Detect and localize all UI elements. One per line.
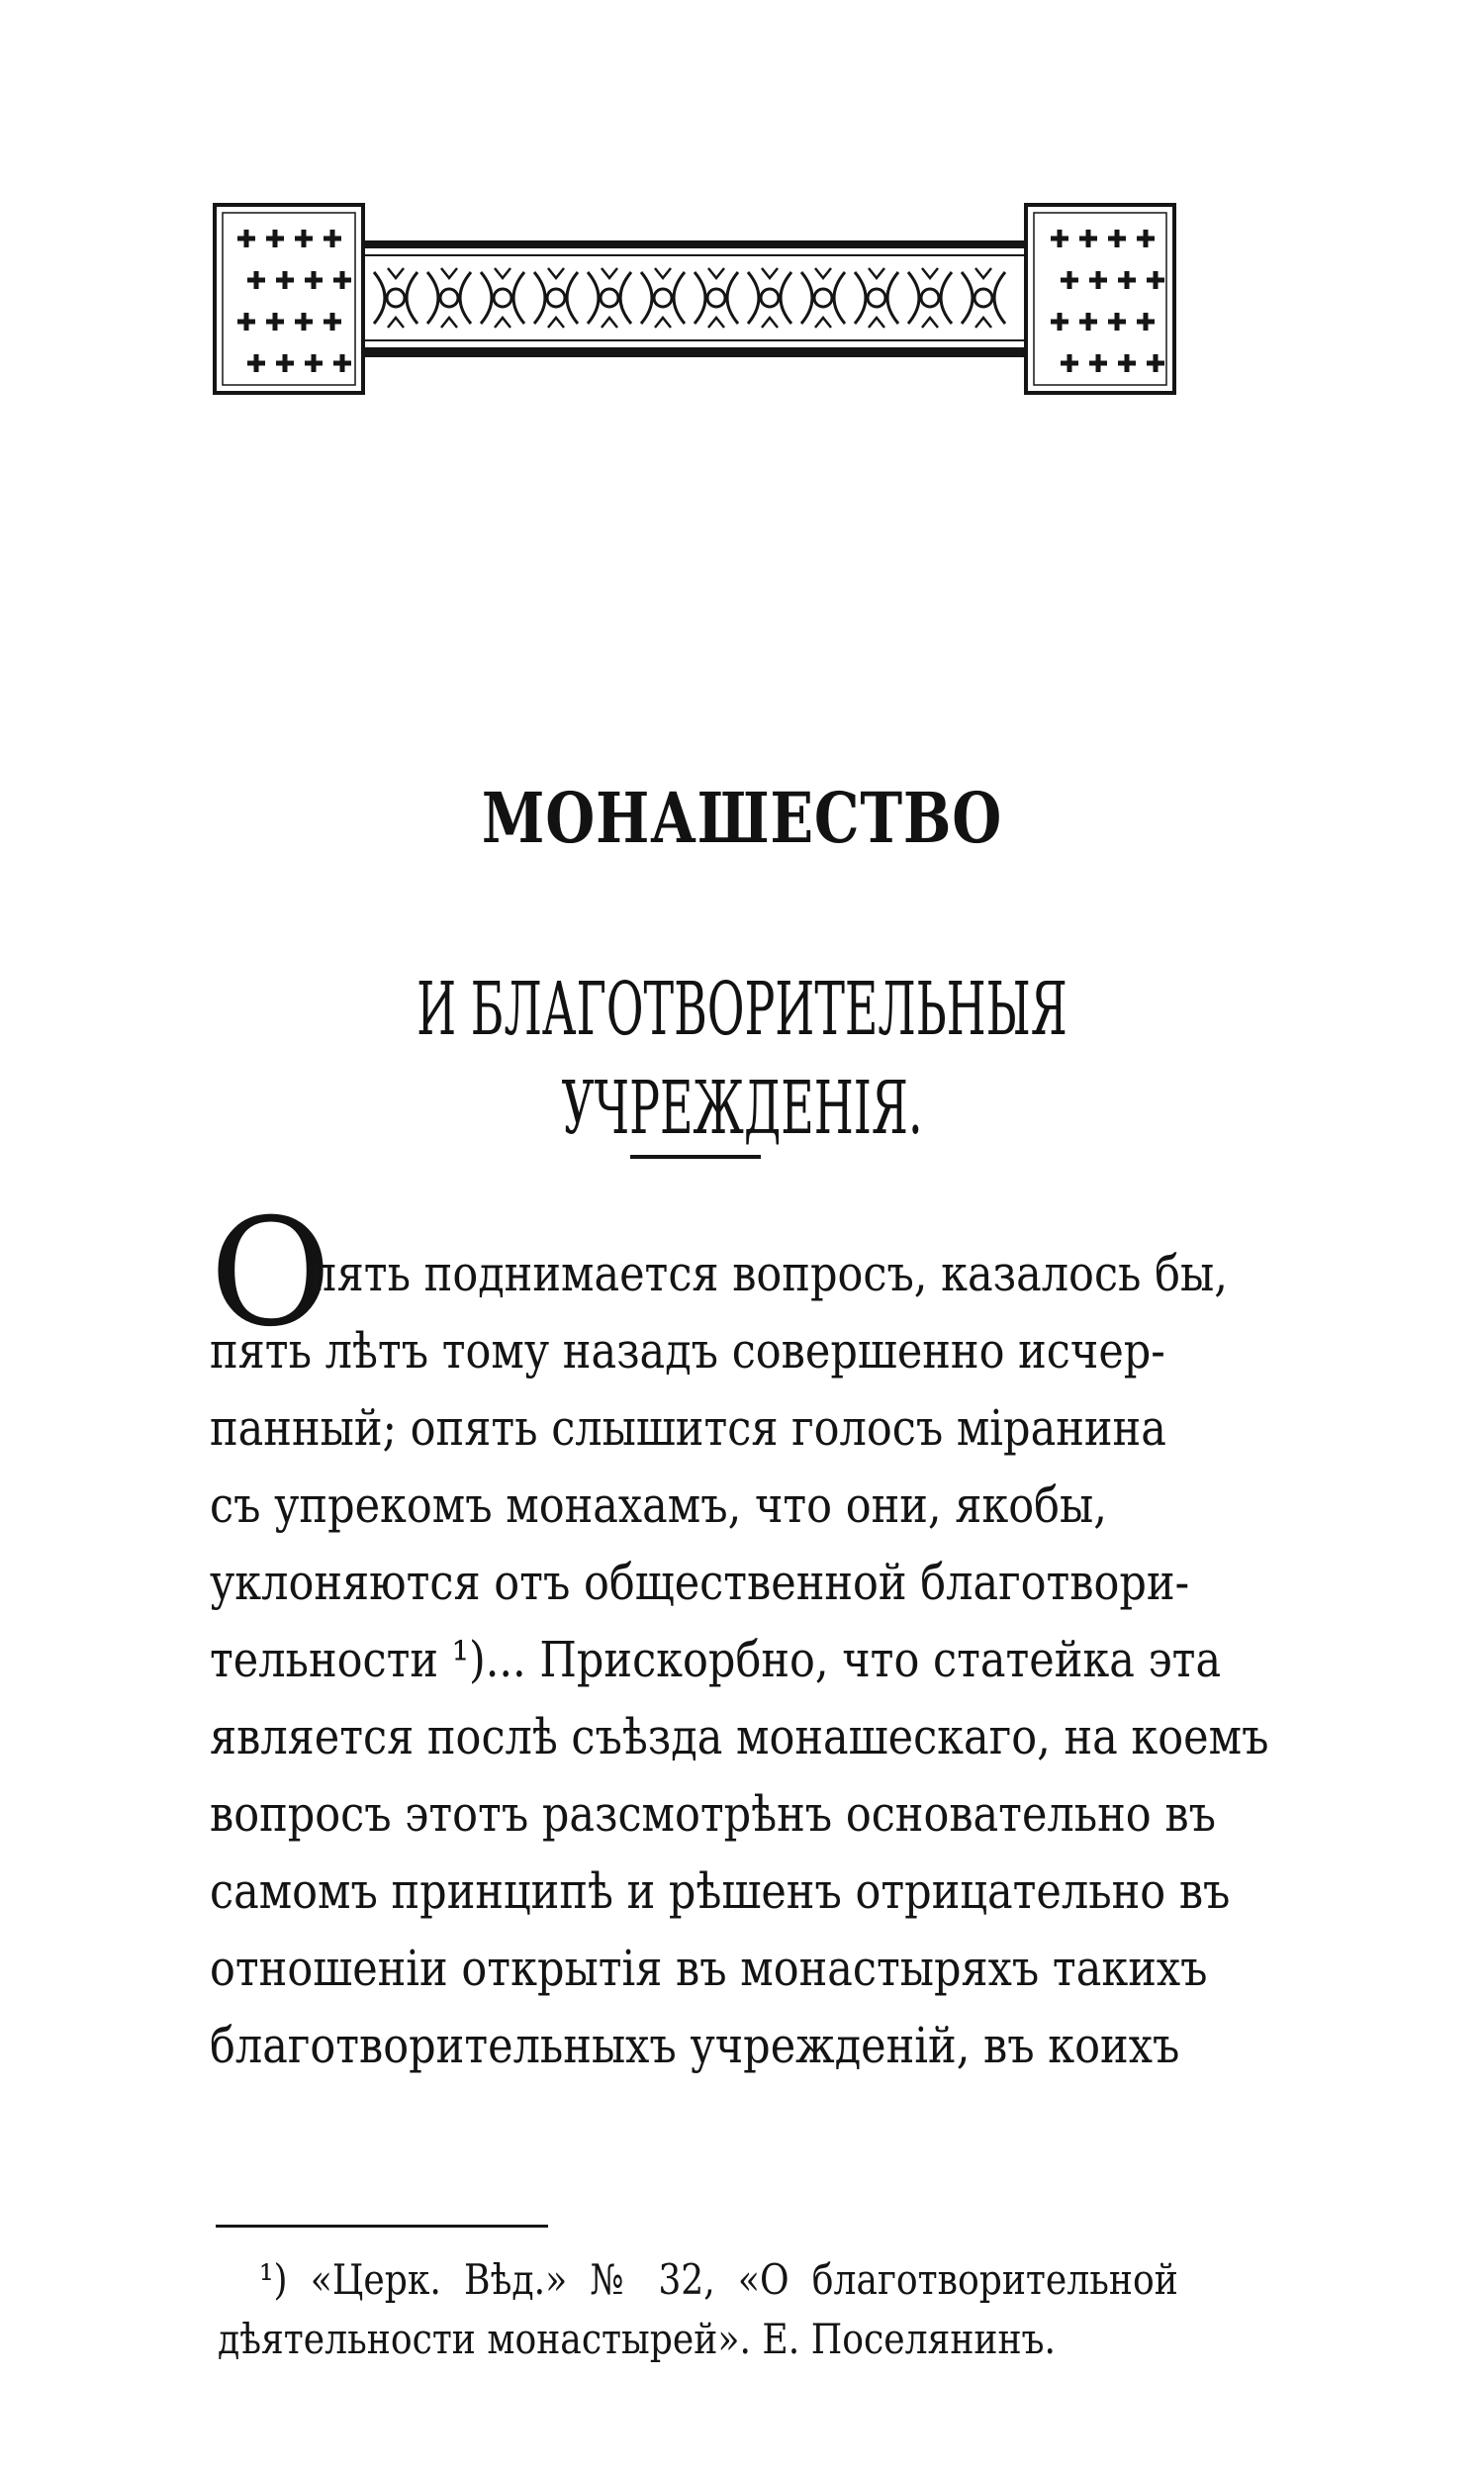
- ornament-graphic: [213, 203, 1202, 401]
- cross-ornament: [247, 354, 265, 372]
- cross-ornament: [1147, 354, 1164, 372]
- cross-ornament: [237, 230, 255, 247]
- text-line: самомъ принципѣ и рѣшенъ отрицательно въ: [210, 1862, 1231, 1920]
- cross-ornament: [324, 313, 341, 331]
- title-divider: [630, 1155, 761, 1159]
- text-line: пять лѣтъ тому назадъ совершенно исчер-: [210, 1322, 1165, 1380]
- text-line: вопросъ этотъ разсмотрѣнъ основательно въ: [210, 1785, 1216, 1843]
- cross-ornament: [1051, 313, 1068, 331]
- floral-motif: [641, 268, 685, 328]
- cross-ornament: [1137, 313, 1155, 331]
- cross-ornament: [333, 354, 351, 372]
- floral-motif: [801, 268, 845, 328]
- central-band: [363, 240, 1026, 357]
- footnote-line: дѣятельности монастырей». Е. Поселянинъ.: [218, 2315, 1057, 2363]
- cross-ornament: [1089, 271, 1107, 289]
- cross-ornament: [1137, 230, 1155, 247]
- text-line: пять поднимается вопросъ, казалось бы,: [309, 1245, 1228, 1302]
- cross-ornament: [1118, 271, 1136, 289]
- floral-motif: [481, 268, 524, 328]
- floral-motif: [695, 268, 738, 328]
- floral-motif: [748, 268, 791, 328]
- cross-ornament: [1089, 354, 1107, 372]
- cross-ornament: [1108, 230, 1126, 247]
- text-line: уклоняются отъ общественной благотвори-: [210, 1554, 1190, 1611]
- cross-ornament: [247, 271, 265, 289]
- cross-ornament: [333, 271, 351, 289]
- cross-ornament: [237, 313, 255, 331]
- cross-ornament: [305, 354, 323, 372]
- footnote-divider: [216, 2225, 548, 2228]
- text-line: панный; опять слышится голосъ міранина: [210, 1399, 1166, 1457]
- floral-motif: [534, 268, 578, 328]
- footnote-line: ¹) «Церк. Вѣд.» № 32, «О благотворительной: [259, 2255, 1178, 2304]
- text-line: благотворительныхъ учрежденій, въ коихъ: [210, 2017, 1180, 2074]
- cross-ornament: [266, 230, 284, 247]
- ornamental-header-band: [213, 203, 1202, 401]
- text-line: тельности ¹)... Прискорбно, что статейка эта: [210, 1631, 1222, 1688]
- cross-ornament: [1147, 271, 1164, 289]
- cross-ornament: [1118, 354, 1136, 372]
- cross-ornament: [1079, 230, 1097, 247]
- cross-ornament: [1061, 354, 1078, 372]
- floral-motif: [374, 268, 417, 328]
- cross-ornament: [324, 230, 341, 247]
- cross-ornament: [276, 271, 294, 289]
- cross-ornament: [1079, 313, 1097, 331]
- text-line: съ упрекомъ монахамъ, что они, якобы,: [210, 1476, 1107, 1534]
- floral-motif: [855, 268, 898, 328]
- drop-cap: О: [210, 1188, 331, 1360]
- floral-motif: [427, 268, 471, 328]
- cross-ornament: [266, 313, 284, 331]
- cross-ornament: [295, 230, 313, 247]
- text-line: отношеніи открытія въ монастыряхъ такихъ: [210, 1940, 1208, 1997]
- cross-ornament: [295, 313, 313, 331]
- page-title: МОНАШЕСТВО: [481, 777, 1003, 859]
- cross-ornament: [1061, 271, 1078, 289]
- page-subtitle: И БЛАГОТВОРИТЕЛЬНЫЯ УЧРЕЖДЕНІЯ.: [417, 967, 1067, 1151]
- floral-motif: [588, 268, 631, 328]
- cross-ornament: [276, 354, 294, 372]
- floral-motif: [962, 268, 1005, 328]
- cross-ornament: [1108, 313, 1126, 331]
- text-line: является послѣ съѣзда монашескаго, на коемъ: [210, 1708, 1269, 1765]
- floral-motif: [908, 268, 952, 328]
- cross-ornament: [1051, 230, 1068, 247]
- cross-ornament: [305, 271, 323, 289]
